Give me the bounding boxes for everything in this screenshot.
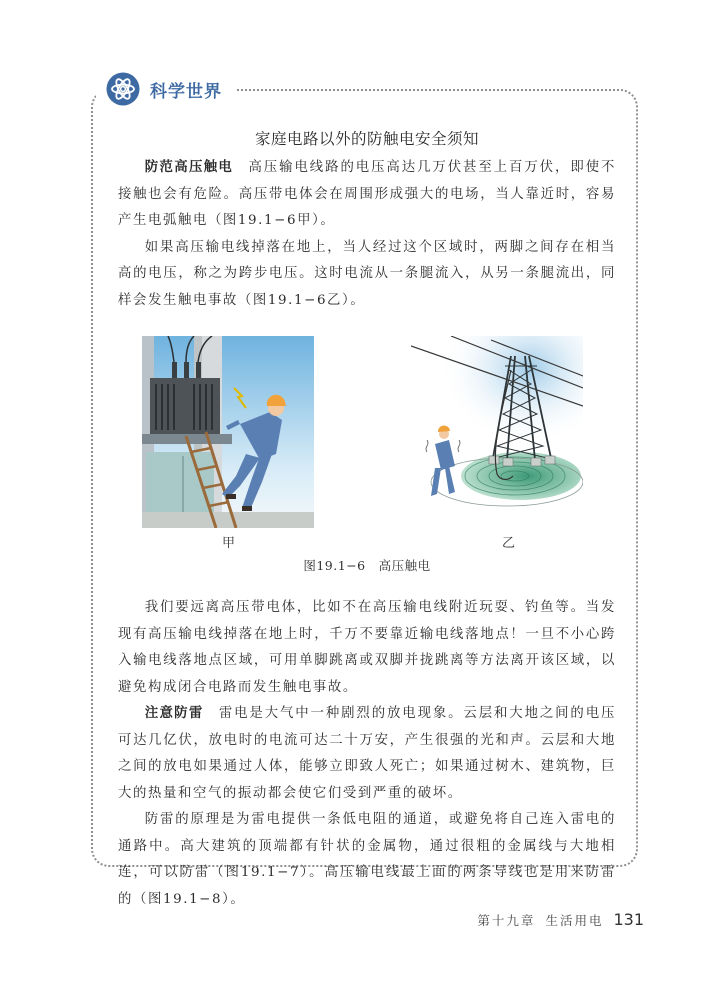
section-header <box>106 72 222 106</box>
panel-label-a: 甲 <box>222 536 236 551</box>
page-footer <box>477 910 644 929</box>
footer-chapter: 第十九章 <box>477 913 536 928</box>
paragraph-high-voltage <box>118 155 616 235</box>
paragraph-text: 高压输电线路的电压高达几万伏甚至上百万伏，即使不接触也会有危险。高压带电体会在周围形成强大的电场，当人靠近时，容易产生电弧触电（图19.1−6甲）。 <box>118 160 616 228</box>
paragraph-lead: 注意防雷 <box>144 706 204 721</box>
figure-caption: 图19.1−6 高压触电 <box>303 558 431 573</box>
paragraph-text: 防雷的原理是为雷电提供一条低电阻的通道，或避免将自己连入雷电的通路中。高大建筑的顶端都有针状的金属物，通过很粗的金属线与大地相连，可以防雷（图19.1−7）。高压输电线最上面的两条导线也是用来防雷的（图19.1−8）。 <box>118 812 616 907</box>
article-body <box>118 127 616 913</box>
article-title: 家庭电路以外的防触电安全须知 <box>254 130 479 148</box>
paragraph-lightning-protection <box>118 807 616 913</box>
paragraph-text: 我们要远离高压带电体，比如不在高压输电线附近玩耍、钓鱼等。当发现有高压输电线掉落在地上时，千万不要靠近输电线落地点！一旦不小心跨入输电线落地点区域，可用单脚跳离或双脚并拢跳离等方法离开该区域，以避免构成闭合电路而发生触电事故。 <box>118 600 616 695</box>
paragraph-stay-away <box>118 595 616 701</box>
figure-19-1-6 <box>118 336 616 591</box>
paragraph-lead: 防范高压触电 <box>144 160 234 175</box>
paragraph-step-voltage <box>118 235 616 315</box>
section-header-title: 科学世界 <box>150 81 222 102</box>
footer-section: 生活用电 <box>545 913 604 928</box>
panel-label-b: 乙 <box>502 536 516 551</box>
illustration-step-voltage <box>411 336 583 508</box>
page-number: 131 <box>613 910 644 929</box>
paragraph-text: 如果高压输电线掉落在地上，当人经过这个区域时，两脚之间存在相当高的电压，称之为跨步电压。这时电流从一条腿流入，从另一条腿流出，同样会发生触电事故（图19.1−6乙）。 <box>118 239 616 308</box>
illustration-arc-shock <box>142 336 314 528</box>
paragraph-text: 雷电是大气中一种剧烈的放电现象。云层和大地之间的电压可达几亿伏，放电时的电流可达二十万安，产生很强的光和声。云层和大地之间的放电如果通过人体，能够立即致人死亡；如果通过树木、建筑物，巨大的热量和空气的振动都会使它们受到严重的破坏。 <box>118 706 616 801</box>
paragraph-lightning <box>118 701 616 807</box>
atom-icon <box>106 72 140 106</box>
